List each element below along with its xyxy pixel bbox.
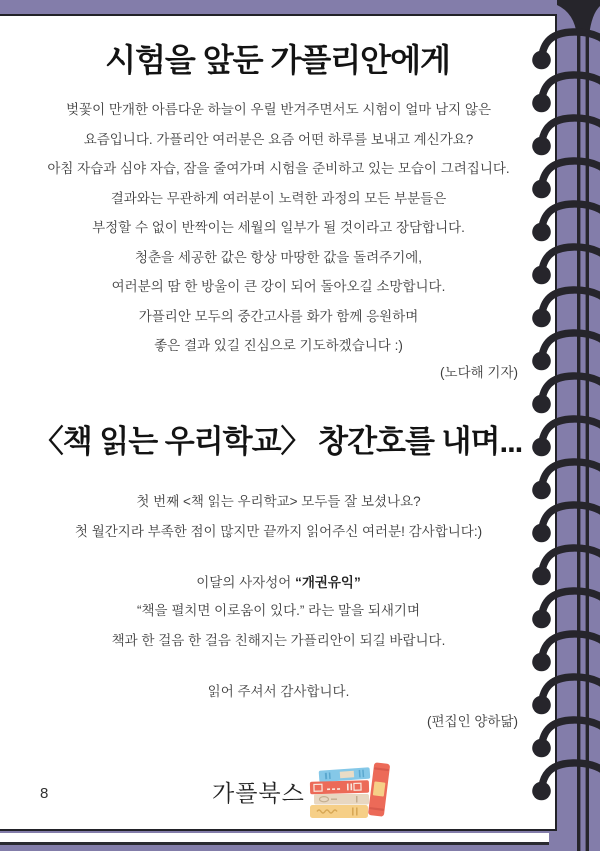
stacked-page-edge — [0, 833, 549, 845]
text-line: 좋은 결과 있길 진심으로 기도하겠습니다 :) — [154, 338, 403, 353]
text-line: 청춘을 세공한 값은 항상 마땅한 값을 돌려주기에, — [134, 249, 423, 265]
closing-line: 읽어 주셔서 감사합니다. — [207, 684, 350, 699]
text-line: “책을 펼치면 이로움이 있다.” 라는 말을 되새기며 — [136, 603, 421, 618]
article2-title: 〈책 읽는 우리학교〉 창간호를 내며... — [32, 424, 523, 459]
text-line: 결과와는 무관하게 여러분이 노력한 과정의 모든 부분들은 — [110, 190, 447, 206]
article1-title: 시험을 앞둔 가플리안에게 — [105, 42, 450, 78]
text-line: 가플리안 모두의 중간고사를 화가 함께 응원하며 — [138, 308, 419, 324]
text-line: 부정할 수 없이 반짝이는 세월의 일부가 될 것이라고 장담합니다. — [92, 220, 465, 235]
text-line: 아침 자습과 심야 자습, 잠을 줄여가며 시험을 준비하고 있는 모습이 그려집니다. — [47, 161, 510, 176]
idiom-word: “개권유익” — [295, 575, 361, 590]
article1-byline: (노다해 기자) — [440, 365, 518, 380]
text-line: 첫 번째 <책 읽는 우리학교> 모두들 잘 보셨나요? — [136, 494, 421, 509]
article2-byline: (편집인 양하닮) — [427, 714, 518, 729]
idiom-line — [0, 568, 557, 598]
article2-intro — [0, 487, 557, 546]
article1-body — [0, 95, 557, 361]
text-line: 여러분의 땀 한 방울이 큰 강이 되어 돌아오길 소망합니다. — [111, 279, 446, 294]
publisher-name: 가플북스 — [212, 780, 305, 806]
idiom-label: 이달의 사자성어 — [196, 575, 296, 590]
text-line: 책과 한 걸음 한 걸음 친해지는 가플리안이 되길 바랍니다. — [111, 632, 446, 648]
book-stack-icon — [309, 760, 397, 826]
page-number: 8 — [40, 785, 49, 802]
newsletter-page — [0, 14, 557, 831]
text-line: 벚꽃이 만개한 아름다운 하늘이 우릴 반겨주면서도 시험이 얼마 남지 않은 — [66, 102, 491, 117]
article2-body — [0, 596, 557, 655]
text-line: 첫 월간지라 부족한 점이 많지만 끝까지 읽어주신 여러분! 감사합니다:) — [74, 523, 483, 539]
publisher-logo — [212, 760, 397, 826]
text-line: 요즘입니다. 가플리안 여러분은 요즘 어떤 하루를 보내고 계신가요? — [83, 131, 474, 147]
